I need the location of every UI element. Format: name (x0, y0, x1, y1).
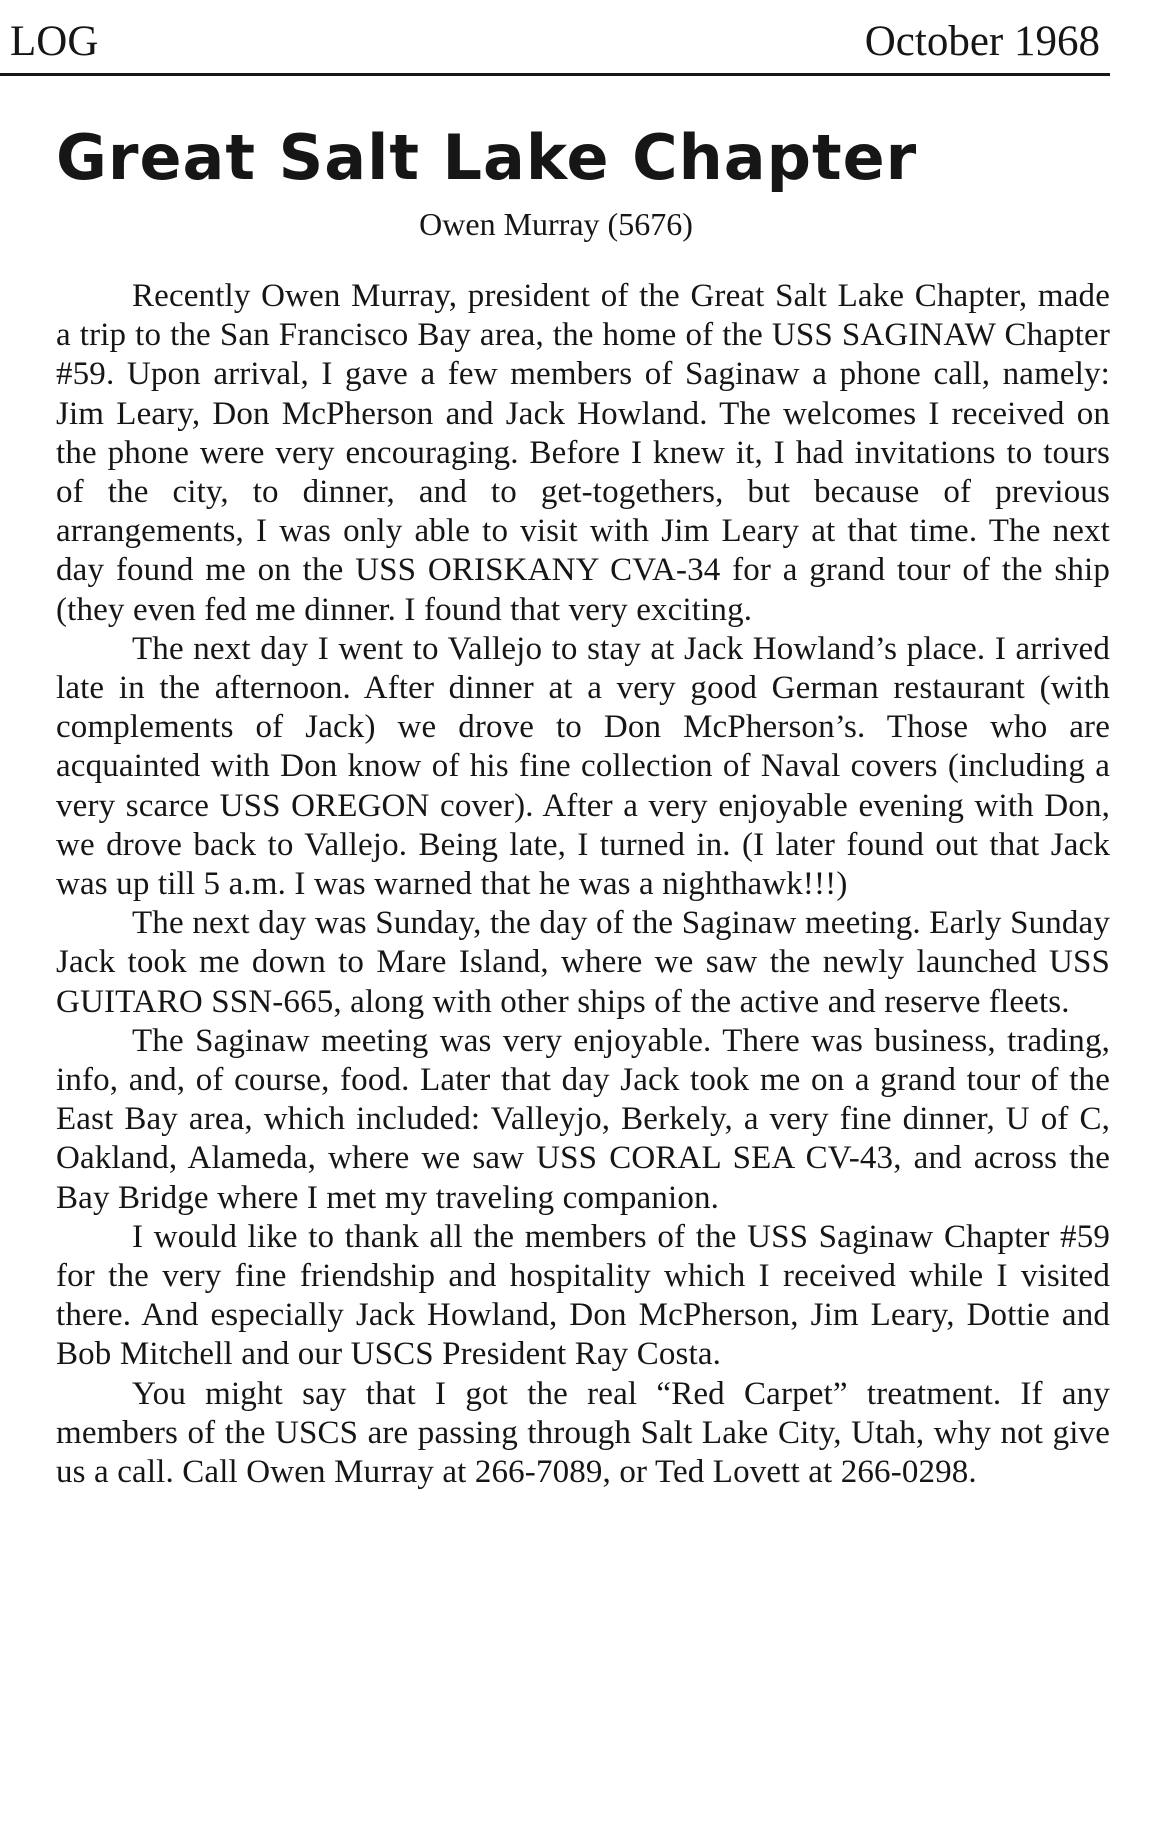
article-title: Great Salt Lake Chapter (56, 121, 918, 194)
article-paragraph: The next day was Sunday, the day of the Saginaw meeting. Early Sunday Jack took me down to Mare Island, where we saw the newly launched USS GUITARO SSN-665, along with other ships of the active and reserve fleets. (56, 905, 1110, 1020)
issue-date: October 1968 (864, 18, 1100, 65)
article-paragraph: The next day I went to Vallejo to stay at Jack Howland’s place. I arrived late in the afternoon. After dinner at a very good German restaurant (with complements of Jack) we drove to Don McPherson’s. Those who are acquainted with Don know of his fine collection of Naval covers (including a very scarce USS OREGON cover). After a very enjoyable evening with Don, we drove back to Vallejo. Being late, I turned in. (I later found out that Jack was up till 5 a.m. I was warned that he was a nighthawk!!!) (56, 630, 1110, 903)
header-rule (0, 73, 1110, 76)
article-body (56, 277, 1110, 1492)
article-paragraph: I would like to thank all the members of the USS Saginaw Chapter #59 for the very fine friendship and hospitality which I received while I visited there. And especially Jack Howland, Don McPherson, Jim Leary, Dottie and Bob Mitchell and our USCS President Ray Costa. (56, 1218, 1110, 1373)
running-head (10, 14, 1100, 70)
publication-name: LOG (10, 18, 99, 65)
article-paragraph: The Saginaw meeting was very enjoyable. There was business, trading, info, and, of course, food. Later that day Jack took me on a grand tour of the East Bay area, which included: Valleyjo, Berkely, a very fine dinner, U of C, Oakland, Alameda, where we saw USS CORAL SEA CV-43, and across the Bay Bridge where I met my traveling companion. (56, 1022, 1110, 1216)
article-paragraph: Recently Owen Murray, president of the Great Salt Lake Chapter, made a trip to the San Francisco Bay area, the home of the USS SAGINAW Chapter #59. Upon arrival, I gave a few members of Saginaw a phone call, namely: Jim Leary, Don McPherson and Jack Howland. The welcomes I received on the phone were very encouraging. Before I knew it, I had invitations to tours of the city, to dinner, and to get-togethers, but because of previous arrangements, I was only able to visit with Jim Leary at that time. The next day found me on the USS ORISKANY CVA-34 for a grand tour of the ship (they even fed me dinner. I found that very exciting. (56, 278, 1110, 628)
article-paragraph: You might say that I got the real “Red Carpet” treatment. If any members of the USCS are passing through Salt Lake City, Utah, why not give us a call. Call Owen Murray at 266-7089, or Ted Lovett at 266-0298. (56, 1375, 1110, 1491)
article-byline: Owen Murray (5676) (419, 206, 693, 242)
